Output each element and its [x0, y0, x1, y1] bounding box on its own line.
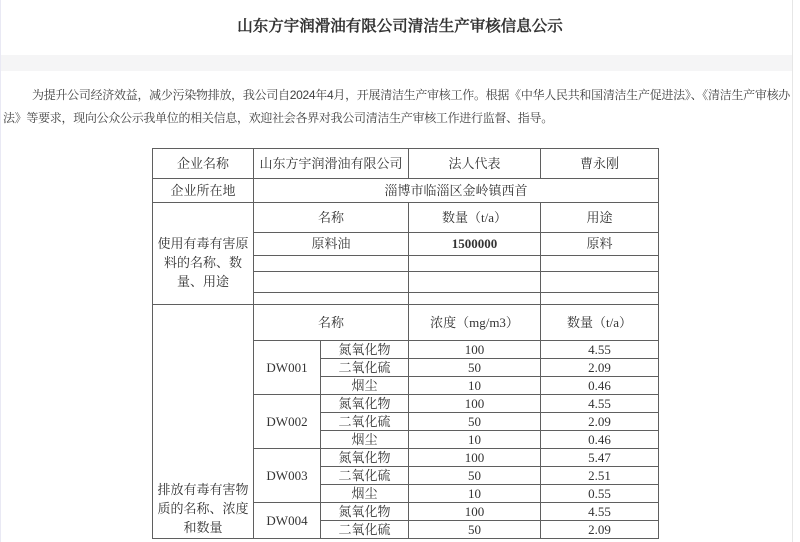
- concentration-cell: 50: [409, 467, 541, 485]
- concentration-cell: 10: [409, 377, 541, 395]
- quantity-cell: 0.55: [541, 485, 659, 503]
- quantity-cell: 4.55: [541, 503, 659, 521]
- table-row: [153, 305, 659, 341]
- outlet-code-cell: DW001: [254, 341, 321, 395]
- pollutant-name-cell: 二氧化硫: [321, 467, 409, 485]
- page-title: 山东方宇润滑油有限公司清洁生产审核信息公示: [237, 18, 563, 35]
- title-bar: [0, 0, 800, 55]
- concentration-cell: 100: [409, 449, 541, 467]
- materials-row-header: 使用有毒有害原料的名称、数量、用途: [153, 203, 254, 305]
- quantity-cell: 2.09: [541, 521, 659, 539]
- emissions-row-header: 排放有毒有害物质的名称、浓度和数量: [153, 305, 254, 539]
- materials-col-usage: 用途: [541, 203, 659, 233]
- material-quantity-cell: 1500000: [409, 233, 541, 256]
- emissions-col-quantity: 数量（t/a）: [541, 305, 659, 341]
- pollutant-name-cell: 二氧化硫: [321, 359, 409, 377]
- audit-table-body: [153, 149, 659, 539]
- pollutant-name-cell: 氮氧化物: [321, 341, 409, 359]
- material-usage-cell: [541, 272, 659, 293]
- outlet-code-cell: DW003: [254, 449, 321, 503]
- pollutant-name-cell: 二氧化硫: [321, 413, 409, 431]
- material-name-cell: [254, 256, 409, 272]
- emissions-col-concentration: 浓度（mg/m3）: [409, 305, 541, 341]
- concentration-cell: 10: [409, 431, 541, 449]
- emissions-col-name: 名称: [254, 305, 409, 341]
- section-divider-band: [0, 55, 793, 71]
- quantity-cell: 2.09: [541, 359, 659, 377]
- material-usage-cell: [541, 256, 659, 272]
- content-area: [0, 71, 800, 539]
- table-row: [153, 179, 659, 203]
- audit-info-table: [152, 148, 659, 539]
- concentration-cell: 10: [409, 485, 541, 503]
- pollutant-name-cell: 烟尘: [321, 431, 409, 449]
- pollutant-name-cell: 二氧化硫: [321, 521, 409, 539]
- concentration-cell: 100: [409, 341, 541, 359]
- material-name-cell: [254, 272, 409, 293]
- quantity-cell: 2.09: [541, 413, 659, 431]
- materials-col-quantity: 数量（t/a）: [409, 203, 541, 233]
- material-name-cell: [254, 293, 409, 305]
- pollutant-name-cell: 氮氧化物: [321, 395, 409, 413]
- material-quantity-cell: [409, 272, 541, 293]
- material-usage-cell: 原料: [541, 233, 659, 256]
- pollutant-name-cell: 氮氧化物: [321, 503, 409, 521]
- table-row: [153, 203, 659, 233]
- concentration-cell: 50: [409, 413, 541, 431]
- quantity-cell: 5.47: [541, 449, 659, 467]
- material-quantity-cell: [409, 293, 541, 305]
- outlet-code-cell: DW002: [254, 395, 321, 449]
- company-location-value: 淄博市临淄区金岭镇西首: [254, 179, 659, 203]
- company-name-value: 山东方宇润滑油有限公司: [254, 149, 409, 179]
- concentration-cell: 100: [409, 395, 541, 413]
- quantity-cell: 4.55: [541, 341, 659, 359]
- legal-rep-label: 法人代表: [409, 149, 541, 179]
- legal-rep-value: 曹永刚: [541, 149, 659, 179]
- outlet-code-cell: DW004: [254, 503, 321, 539]
- quantity-cell: 0.46: [541, 377, 659, 395]
- pollutant-name-cell: 烟尘: [321, 377, 409, 395]
- material-name-cell: 原料油: [254, 233, 409, 256]
- concentration-cell: 50: [409, 521, 541, 539]
- material-usage-cell: [541, 293, 659, 305]
- company-location-label: 企业所在地: [153, 179, 254, 203]
- concentration-cell: 50: [409, 359, 541, 377]
- quantity-cell: 2.51: [541, 467, 659, 485]
- quantity-cell: 0.46: [541, 431, 659, 449]
- company-name-label: 企业名称: [153, 149, 254, 179]
- pollutant-name-cell: 烟尘: [321, 485, 409, 503]
- table-row: [153, 149, 659, 179]
- quantity-cell: 4.55: [541, 395, 659, 413]
- intro-paragraph: 为提升公司经济效益，减少污染物排放，我公司自2024年4月，开展清洁生产审核工作。根据《中华人民共和国清洁生产促进法》、《清洁生产审核办法》等要求，现向公众公示我单位的相关信息，欢迎社会各界对我公司清洁生产审核工作进行监督、指导。: [3, 88, 790, 125]
- materials-col-name: 名称: [254, 203, 409, 233]
- concentration-cell: 100: [409, 503, 541, 521]
- material-quantity-cell: [409, 256, 541, 272]
- pollutant-name-cell: 氮氧化物: [321, 449, 409, 467]
